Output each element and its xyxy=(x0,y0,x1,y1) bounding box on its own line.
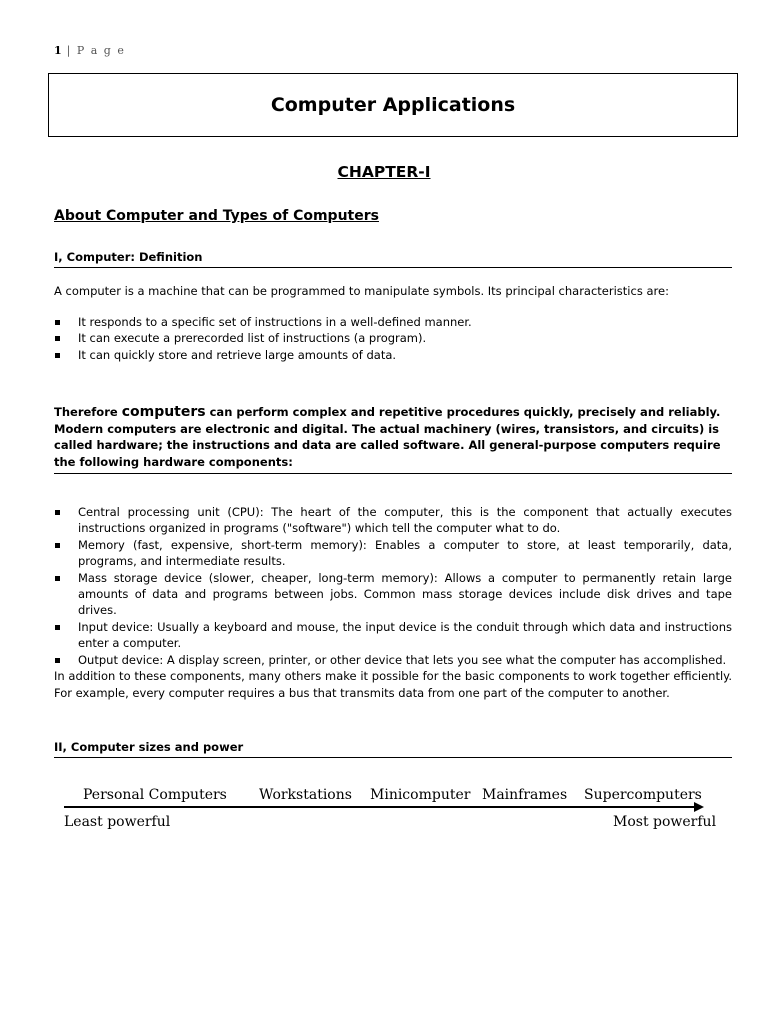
section-heading: About Computer and Types of Computers xyxy=(54,208,379,224)
document-title: Computer Applications xyxy=(270,94,516,116)
list-item: Input device: Usually a keyboard and mouse, the input device is the conduit through which data and instructions enter a computer. xyxy=(54,619,732,652)
scale-supercomputers: Supercomputers xyxy=(584,787,702,803)
sizes-heading: II, Computer sizes and power xyxy=(54,740,732,758)
components-list xyxy=(54,504,732,668)
page-number-value: 1 xyxy=(54,44,62,57)
divider xyxy=(54,473,732,474)
most-powerful-label: Most powerful xyxy=(613,814,717,830)
list-item: Central processing unit (CPU): The heart of the computer, this is the component that actually executes instructions organized in programs ("software") which tell the computer what to do. xyxy=(54,504,732,537)
definition-intro: A computer is a machine that can be programmed to manipulate symbols. Its principal characteristics are: xyxy=(54,284,669,298)
list-item: Output device: A display screen, printer, or other device that lets you see what the computer has accomplished. xyxy=(54,652,732,668)
therefore-paragraph xyxy=(54,404,732,470)
arrow-right-icon xyxy=(694,802,704,812)
list-item: Mass storage device (slower, cheaper, long-term memory): Allows a computer to permanently retain large amounts of data and programs between jobs. Common mass storage devices include disk drives and tape drives. xyxy=(54,570,732,619)
list-item: It can execute a prerecorded list of instructions (a program). xyxy=(54,330,732,346)
definition-heading: I, Computer: Definition xyxy=(54,250,732,268)
scale-mainframes: Mainframes xyxy=(482,787,568,803)
scale-workstations: Workstations xyxy=(259,787,352,803)
power-arrow-line xyxy=(64,806,696,808)
list-item: Memory (fast, expensive, short-term memory): Enables a computer to store, at least temporarily, data, programs, and intermediate results. xyxy=(54,537,732,570)
therefore-rest: can perform complex and repetitive procedures quickly, precisely and reliably. Modern computers are electronic and digital. The actual machinery (wires, transistors, and circuits) is called hardware; the instructions and data are called software. All general-purpose computers require the following hardware components: xyxy=(54,405,721,469)
list-item: It can quickly store and retrieve large amounts of data. xyxy=(54,347,732,363)
title-box xyxy=(48,73,738,137)
conclusion-paragraph: In addition to these components, many others make it possible for the basic components to work together efficiently. For example, every computer requires a bus that transmits data from one part of the computer to another. xyxy=(54,669,732,700)
page-number xyxy=(54,44,125,57)
page-label: | P a g e xyxy=(66,44,126,57)
chapter-heading: CHAPTER-I xyxy=(337,163,431,181)
scale-minicomputer: Minicomputer xyxy=(370,787,471,803)
list-item: It responds to a specific set of instructions in a well-defined manner. xyxy=(54,314,732,330)
scale-personal-computers: Personal Computers xyxy=(83,787,227,803)
therefore-emphasis: computers xyxy=(121,404,206,420)
therefore-prefix: Therefore xyxy=(54,405,122,419)
least-powerful-label: Least powerful xyxy=(64,814,171,830)
characteristics-list xyxy=(54,314,732,363)
